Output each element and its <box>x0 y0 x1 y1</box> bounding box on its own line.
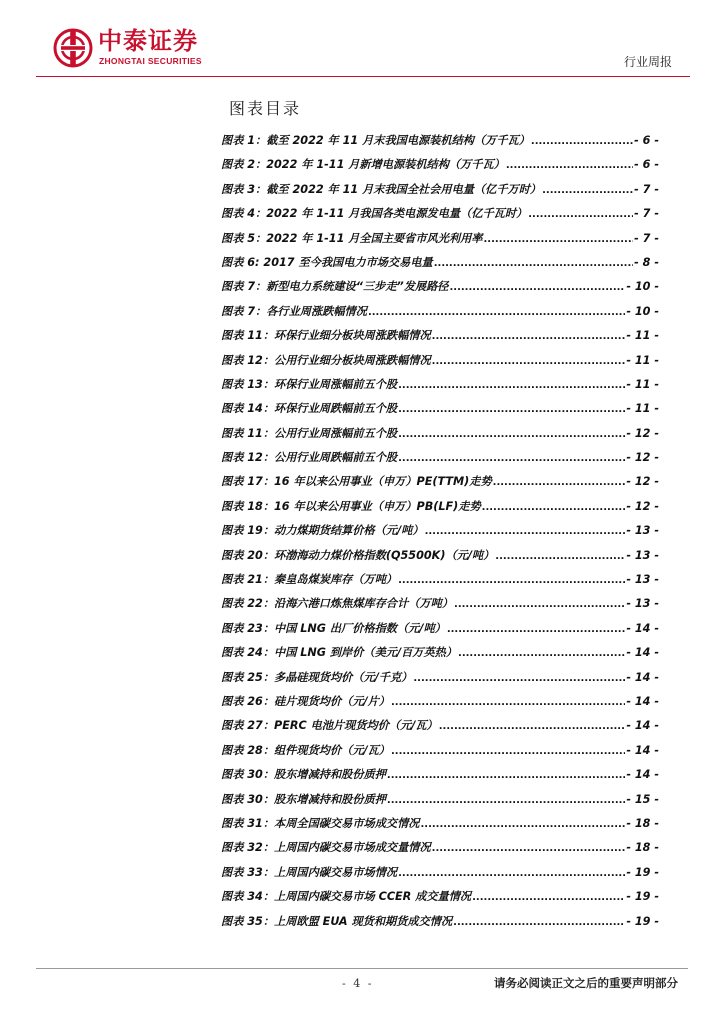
toc-entry[interactable] <box>221 669 659 693</box>
toc-entry-page: - 6 - <box>634 158 659 172</box>
toc-leader-dots <box>482 500 626 513</box>
toc-entry-label: 图表 23：中国 LNG 出厂价格指数（元/吨） <box>221 621 446 635</box>
toc-leader-dots <box>432 329 626 342</box>
toc-entry-label: 图表 34：上周国内碳交易市场 CCER 成交量情况 <box>221 890 472 904</box>
toc-entry[interactable] <box>221 230 659 254</box>
toc-entry-page: - 13 - <box>626 524 659 538</box>
toc-entry-label: 图表 7：各行业周涨跌幅情况 <box>221 304 367 318</box>
toc-entry-page: - 7 - <box>634 231 659 245</box>
toc-leader-dots <box>495 549 625 562</box>
toc-entry[interactable] <box>221 791 659 815</box>
toc-entry-page: - 14 - <box>626 768 659 782</box>
toc-entry-page: - 13 - <box>626 597 659 611</box>
toc-entry-label: 图表 30：股东增减持和股份质押 <box>221 792 386 806</box>
toc-entry-label: 图表 7：新型电力系统建设“三步走”发展路径 <box>221 280 449 294</box>
toc-leader-dots <box>439 719 626 732</box>
toc-entry-page: - 14 - <box>626 621 659 635</box>
toc-entry-page: - 14 - <box>626 719 659 733</box>
toc-entry-label: 图表 35：上周欧盟 EUA 现货和期货成交情况 <box>221 914 453 928</box>
toc-entry-page: - 13 - <box>626 573 659 587</box>
toc-entry-page: - 11 - <box>626 353 659 367</box>
toc-entry-label: 图表 14：环保行业周跌幅前五个股 <box>221 402 398 416</box>
toc-entry[interactable] <box>221 254 659 278</box>
page-number: - 4 - <box>342 977 374 990</box>
toc-entry[interactable] <box>221 815 659 839</box>
toc-list <box>221 132 659 937</box>
toc-leader-dots <box>506 158 633 171</box>
toc-entry-page: - 14 - <box>626 670 659 684</box>
toc-entry[interactable] <box>221 888 659 912</box>
toc-entry-label: 图表 2：2022 年 1-11 月新增电源装机结构（万千瓦） <box>221 158 505 172</box>
toc-entry[interactable] <box>221 522 659 546</box>
toc-leader-dots <box>398 866 625 879</box>
toc-leader-dots <box>398 427 625 440</box>
report-type: 行业周报 <box>623 55 672 69</box>
toc-entry-page: - 7 - <box>634 182 659 196</box>
toc-entry[interactable] <box>221 327 659 351</box>
toc-entry-label: 图表 20：环渤海动力煤价格指数(Q5500K)（元/吨） <box>221 548 495 562</box>
toc-leader-dots <box>528 207 633 220</box>
zhongtai-logo-icon <box>53 28 93 68</box>
toc-leader-dots <box>387 793 625 806</box>
toc-entry-page: - 19 - <box>626 914 659 928</box>
toc-leader-dots <box>420 817 625 830</box>
toc-leader-dots <box>413 671 625 684</box>
toc-title: 图表目录 <box>229 99 302 118</box>
toc-entry-label: 图表 31：本周全国碳交易市场成交情况 <box>221 816 420 830</box>
toc-entry[interactable] <box>221 717 659 741</box>
toc-entry-label: 图表 12：公用行业细分板块周涨跌幅情况 <box>221 353 431 367</box>
toc-entry[interactable] <box>221 132 659 156</box>
toc-leader-dots <box>425 524 626 537</box>
toc-entry-page: - 7 - <box>634 207 659 221</box>
toc-entry[interactable] <box>221 498 659 522</box>
toc-leader-dots <box>398 378 625 391</box>
toc-entry-label: 图表 11：环保行业细分板块周涨跌幅情况 <box>221 329 431 343</box>
toc-leader-dots <box>398 573 625 586</box>
footer-divider <box>36 968 688 969</box>
footer-disclaimer: 请务必阅读正文之后的重要声明部分 <box>494 976 678 990</box>
toc-leader-dots <box>531 134 633 147</box>
toc-entry[interactable] <box>221 400 659 424</box>
toc-entry[interactable] <box>221 278 659 302</box>
toc-entry-page: - 12 - <box>626 475 659 489</box>
toc-entry-page: - 12 - <box>626 499 659 513</box>
brand-name-cn: 中泰证券 <box>98 27 198 55</box>
toc-entry-label: 图表 5：2022 年 1-11 月全国主要省市风光利用率 <box>221 231 483 245</box>
toc-entry-label: 图表 33：上周国内碳交易市场情况 <box>221 865 398 879</box>
toc-entry[interactable] <box>221 376 659 400</box>
toc-entry-label: 图表 19：动力煤期货结算价格（元/吨） <box>221 524 424 538</box>
toc-leader-dots <box>484 232 634 245</box>
toc-leader-dots <box>434 256 633 269</box>
toc-entry-page: - 12 - <box>626 451 659 465</box>
toc-leader-dots <box>449 280 625 293</box>
toc-leader-dots <box>453 915 625 928</box>
toc-entry[interactable] <box>221 156 659 180</box>
toc-leader-dots <box>432 354 626 367</box>
toc-leader-dots <box>368 305 625 318</box>
toc-entry-label: 图表 28：组件现货均价（元/瓦） <box>221 743 390 757</box>
toc-entry-label: 图表 18：16 年以来公用事业（申万）PB(LF)走势 <box>221 499 481 513</box>
toc-entry-label: 图表 30：股东增减持和股份质押 <box>221 768 386 782</box>
toc-entry-label: 图表 22：沿海六港口炼焦煤库存合计（万吨） <box>221 597 454 611</box>
toc-entry-page: - 10 - <box>626 304 659 318</box>
toc-entry[interactable] <box>221 473 659 497</box>
toc-entry-page: - 13 - <box>626 548 659 562</box>
toc-entry[interactable] <box>221 766 659 790</box>
toc-entry-page: - 11 - <box>626 402 659 416</box>
toc-leader-dots <box>432 841 626 854</box>
toc-entry-label: 图表 27：PERC 电池片现货均价（元/瓦） <box>221 719 438 733</box>
toc-entry-label: 图表 4：2022 年 1-11 月我国各类电源发电量（亿千瓦时） <box>221 207 528 221</box>
toc-entry-page: - 19 - <box>626 865 659 879</box>
toc-entry[interactable] <box>221 352 659 376</box>
toc-entry-page: - 6 - <box>634 134 659 147</box>
toc-leader-dots <box>472 890 625 903</box>
toc-entry-page: - 11 - <box>626 329 659 343</box>
toc-entry-label: 图表 11：公用行业周涨幅前五个股 <box>221 426 398 440</box>
toc-entry[interactable] <box>221 449 659 473</box>
toc-entry-label: 图表 12：公用行业周跌幅前五个股 <box>221 451 398 465</box>
toc-entry[interactable] <box>221 839 659 863</box>
toc-entry[interactable] <box>221 595 659 619</box>
toc-entry[interactable] <box>221 425 659 449</box>
toc-leader-dots <box>458 646 625 659</box>
toc-entry-label: 图表 6: 2017 至今我国电力市场交易电量 <box>221 255 433 269</box>
toc-entry[interactable] <box>221 644 659 668</box>
toc-entry-page: - 14 - <box>626 694 659 708</box>
toc-entry-label: 图表 32：上周国内碳交易市场成交量情况 <box>221 841 431 855</box>
toc-leader-dots <box>391 744 625 757</box>
toc-entry-page: - 14 - <box>626 646 659 660</box>
toc-entry-page: - 15 - <box>626 792 659 806</box>
toc-entry-page: - 11 - <box>626 377 659 391</box>
toc-entry-label: 图表 17：16 年以来公用事业（申万）PE(TTM)走势 <box>221 475 492 489</box>
toc-leader-dots <box>398 451 625 464</box>
toc-entry[interactable] <box>221 742 659 766</box>
toc-entry-page: - 14 - <box>626 743 659 757</box>
toc-leader-dots <box>542 183 633 196</box>
brand-name-en: ZHONGTAI SECURITIES <box>99 56 202 66</box>
toc-entry[interactable] <box>221 693 659 717</box>
toc-leader-dots <box>391 695 625 708</box>
toc-leader-dots <box>387 768 625 781</box>
toc-entry-label: 图表 1：截至 2022 年 11 月末我国电源装机结构（万千瓦） <box>221 134 530 147</box>
toc-entry[interactable] <box>221 571 659 595</box>
toc-entry-label: 图表 25：多晶硅现货均价（元/千克） <box>221 670 413 684</box>
toc-entry-page: - 19 - <box>626 890 659 904</box>
toc-entry-label: 图表 13：环保行业周涨幅前五个股 <box>221 377 398 391</box>
toc-entry-label: 图表 24：中国 LNG 到岸价（美元/百万英热） <box>221 646 458 660</box>
toc-entry[interactable] <box>221 864 659 888</box>
toc-entry-page: - 18 - <box>626 816 659 830</box>
toc-leader-dots <box>447 622 626 635</box>
toc-entry-label: 图表 21：秦皇岛煤炭库存（万吨） <box>221 573 398 587</box>
header-divider <box>36 76 690 77</box>
toc-leader-dots <box>493 475 626 488</box>
toc-leader-dots <box>398 402 625 415</box>
toc-entry-page: - 12 - <box>626 426 659 440</box>
page-header <box>0 0 724 76</box>
toc-entry-label: 图表 3：截至 2022 年 11 月末我国全社会用电量（亿千万时） <box>221 182 542 196</box>
toc-entry[interactable] <box>221 913 659 937</box>
toc-entry[interactable] <box>221 303 659 327</box>
toc-entry-page: - 18 - <box>626 841 659 855</box>
toc-entry[interactable] <box>221 620 659 644</box>
toc-entry[interactable] <box>221 205 659 229</box>
toc-entry[interactable] <box>221 181 659 205</box>
toc-entry-label: 图表 26：硅片现货均价（元/片） <box>221 694 390 708</box>
toc-entry-page: - 8 - <box>634 255 659 269</box>
toc-leader-dots <box>454 597 625 610</box>
toc-entry-page: - 10 - <box>626 280 659 294</box>
toc-entry[interactable] <box>221 547 659 571</box>
